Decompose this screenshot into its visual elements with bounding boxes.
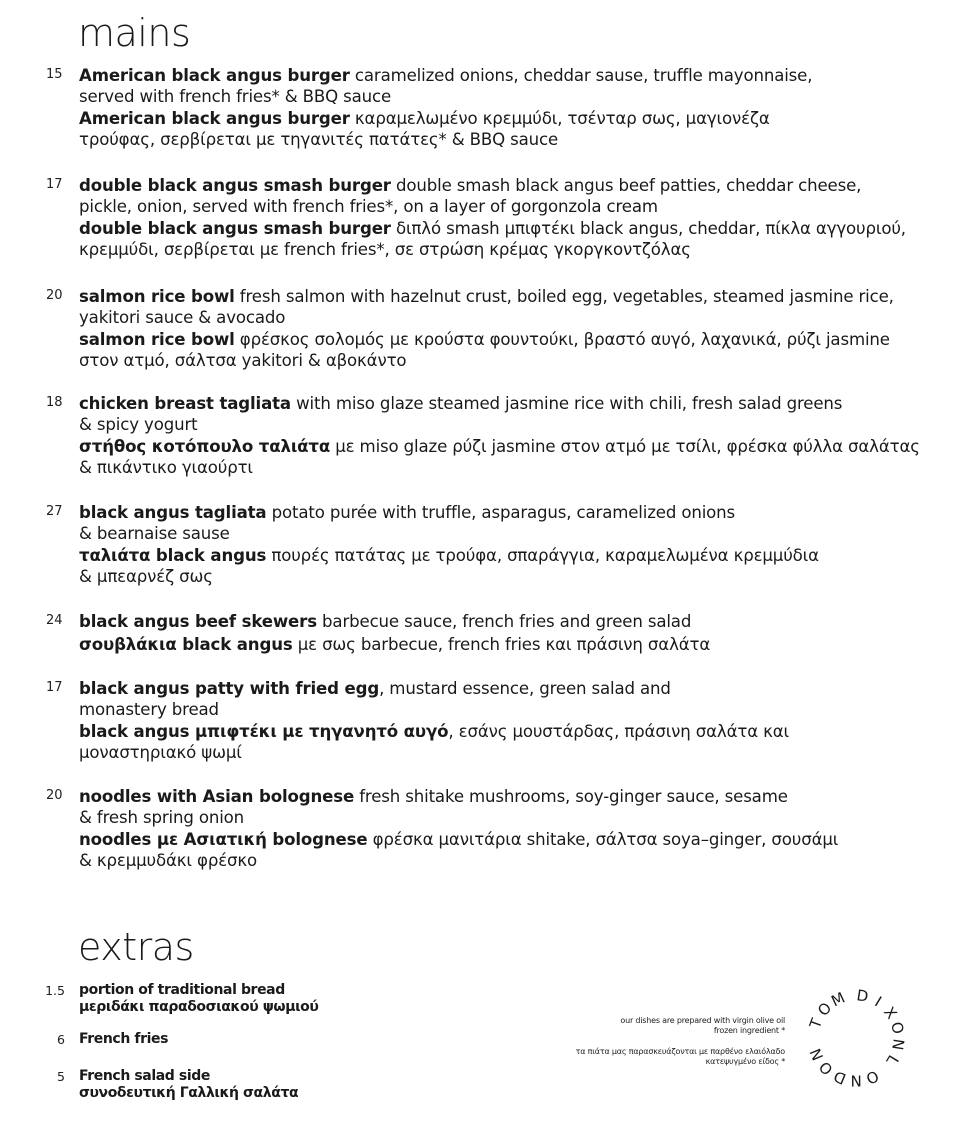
item-en (79, 287, 941, 308)
item-gr (79, 330, 941, 351)
footnotes (576, 1016, 785, 1067)
item-desc-gr-cont: & κρεμμυδάκι φρέσκο (79, 850, 258, 870)
logo-letter: X (880, 1003, 901, 1023)
item-gr (79, 635, 941, 656)
extra-name-en: French fries (79, 1031, 168, 1047)
extra-price: 1.5 (45, 983, 65, 998)
item-name-en: noodles with Asian bolognese (79, 787, 355, 806)
item-en (79, 66, 941, 87)
item-desc-gr: φρέσκος σολομός με κρούστα φουντούκι, βραστό αυγό, λαχανικά, ρύζι jasmine (234, 330, 890, 349)
item-desc-gr: φρέσκα μανιτάρια shitake, σάλτσα soya–ginger, σουσάμι (367, 830, 839, 849)
item-name-en: American black angus burger (79, 66, 350, 85)
item-name-gr: salmon rice bowl (79, 330, 235, 349)
item-gr (79, 437, 941, 458)
item-desc-en-cont: & spicy yogurt (79, 414, 198, 434)
item-desc-gr: με σως barbecue, french fries και πράσινη σαλάτα (292, 634, 711, 654)
note-olive-oil-en: our dishes are prepared with virgin olive oil (620, 1016, 785, 1025)
logo-letter: N (850, 1071, 862, 1090)
item-desc-en: , mustard essence, green salad and (379, 679, 671, 698)
extra-name-gr: συνοδευτική Γαλλική σαλάτα (79, 1085, 299, 1101)
item-name-en: black angus tagliata (79, 503, 267, 522)
item-desc-gr: διπλό smash μπιφτέκι black angus, cheddar, πίκλα αγγουριού, (390, 219, 906, 238)
item-desc-gr-cont: στον ατμό, σάλτσα yakitori & αβοκάντο (79, 350, 407, 370)
logo-letter: L (882, 1051, 903, 1069)
item-en (79, 176, 941, 197)
item-en (79, 679, 941, 700)
item-name-gr: σουβλάκια black angus (79, 634, 293, 654)
item-desc-gr: πουρές πατάτας με τρούφα, σπαράγγια, καραμελωμένα κρεμμύδια (266, 546, 819, 565)
item-desc-en-cont: monastery bread (79, 699, 219, 719)
note-frozen-en: frozen ingredient * (713, 1026, 785, 1035)
item-price: 17 (46, 680, 63, 695)
extra-name-gr: μεριδάκι παραδοσιακού ψωμιού (79, 999, 319, 1015)
item-desc-gr-cont: & μπεαρνέζ σως (79, 566, 213, 586)
item-desc-en: caramelized onions, cheddar sause, truffle mayonnaise, (349, 66, 813, 85)
item-en (79, 503, 941, 524)
extra-price: 6 (57, 1032, 65, 1047)
item-price: 20 (46, 788, 63, 803)
logo-letter: O (863, 1066, 882, 1088)
logo-letter: N (888, 1037, 908, 1052)
mains-title: mains (78, 11, 191, 55)
extra-name-en: French salad side (79, 1068, 210, 1084)
extra-price: 5 (57, 1069, 65, 1084)
item-en (79, 394, 941, 415)
logo-letter: I (871, 992, 885, 1011)
item-price: 17 (46, 177, 63, 192)
item-gr (79, 722, 941, 743)
note-frozen-gr: κατεψυγμένο είδος * (705, 1057, 785, 1066)
item-desc-gr-cont: τρούφας, σερβίρεται με τηγανιτές πατάτες* & BBQ sauce (79, 129, 559, 149)
item-desc-en-cont: served with french fries* & BBQ sauce (79, 86, 392, 106)
item-desc-gr-cont: & πικάντικο γιαούρτι (79, 457, 253, 477)
item-desc-en-cont: pickle, onion, served with french fries*, on a layer of gorgonzola cream (79, 196, 658, 216)
item-desc-gr-cont: μοναστηριακό ψωμί (79, 742, 242, 762)
item-desc-en: potato purée with truffle, asparagus, caramelized onions (266, 503, 736, 522)
item-name-gr: στήθος κοτόπουλο ταλιάτα (79, 437, 331, 456)
item-en (79, 612, 941, 633)
logo-letter: D (831, 1066, 849, 1088)
item-desc-en-cont: & bearnaise sause (79, 523, 230, 543)
logo-letter: O (887, 1020, 908, 1036)
item-en (79, 787, 941, 808)
item-name-en: double black angus smash burger (79, 176, 391, 195)
extra-name-en: portion of traditional bread (79, 982, 285, 998)
item-name-gr: noodles με Ασιατική bolognese (79, 830, 368, 849)
item-price: 15 (46, 67, 63, 82)
item-desc-gr: καραμελωμένο κρεμμύδι, τσένταρ σως, μαγιονέζα (349, 109, 770, 128)
item-name-en: salmon rice bowl (79, 287, 235, 306)
item-name-gr: ταλιάτα black angus (79, 546, 267, 565)
tom-dixon-logo (798, 980, 918, 1100)
item-desc-en: fresh shitake mushrooms, soy-ginger sauce, sesame (354, 787, 788, 806)
item-desc-gr-cont: κρεμμύδι, σερβίρεται με french fries*, σε στρώση κρέμας γκοργκοντζόλας (79, 239, 691, 259)
item-desc-en: double smash black angus beef patties, cheddar cheese, (390, 176, 862, 195)
item-price: 20 (46, 288, 63, 303)
item-desc-en: with miso glaze steamed jasmine rice with chili, fresh salad greens (290, 394, 843, 413)
item-name-en: black angus patty with fried egg (79, 679, 380, 698)
item-gr (79, 219, 941, 240)
item-name-gr: American black angus burger (79, 109, 350, 128)
item-gr (79, 109, 941, 130)
note-olive-oil-gr: τα πιάτα μας παρασκευάζονται με παρθένο ελαιόλαδο (575, 1047, 785, 1056)
extras-title: extras (78, 925, 194, 969)
item-desc-en: fresh salmon with hazelnut crust, boiled egg, vegetables, steamed jasmine rice, (234, 287, 894, 306)
logo-letter: D (855, 986, 870, 1006)
item-name-gr: black angus μπιφτέκι με τηγανητό αυγό (79, 722, 449, 741)
item-desc-en-cont: & fresh spring onion (79, 807, 245, 827)
item-desc-gr: με miso glaze ρύζι jasmine στον ατμό με τσίλι, φρέσκα φύλλα σαλάτας (330, 437, 920, 456)
item-gr (79, 546, 941, 567)
item-name-gr: double black angus smash burger (79, 219, 391, 238)
item-desc-en: barbecue sauce, french fries and green salad (316, 612, 692, 631)
item-desc-en-cont: yakitori sauce & avocado (79, 307, 286, 327)
item-price: 18 (46, 395, 63, 410)
logo-letter: O (814, 998, 836, 1020)
item-gr (79, 830, 941, 851)
logo-letter: T (806, 1016, 827, 1031)
item-price: 27 (46, 504, 63, 519)
item-price: 24 (46, 613, 63, 628)
logo-letter: O (815, 1057, 837, 1079)
logo-letter: M (828, 988, 848, 1011)
item-desc-gr: , εσάνς μουστάρδας, πράσινη σαλάτα και (448, 722, 790, 741)
item-name-en: chicken breast tagliata (79, 394, 291, 413)
logo-letter: N (806, 1045, 828, 1064)
item-name-en: black angus beef skewers (79, 612, 317, 631)
